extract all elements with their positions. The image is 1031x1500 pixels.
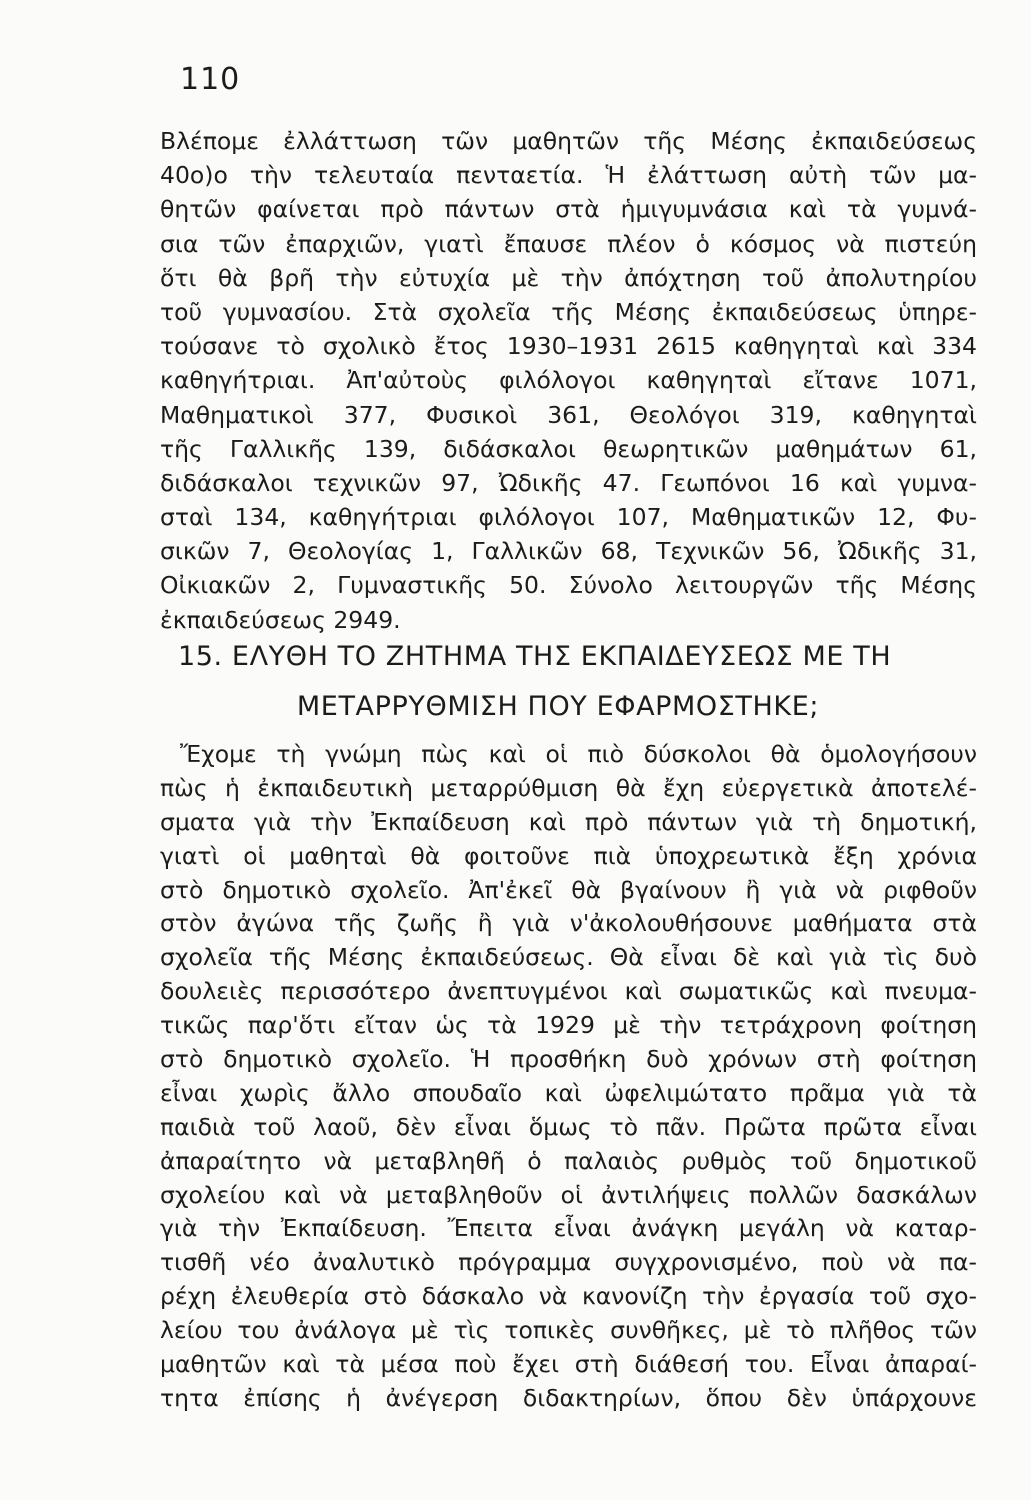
text-line: στὸν ἀγώνα τῆς ζωῆς ἢ γιὰ ν'ἀκολουθήσουνε μαθήματα στὰ (160, 909, 977, 938)
text-line: γιὰ τὴν Ἐκπαίδευση. Ἔπειτα εἶναι ἀνάγκη μεγάλη νὰ καταρ- (160, 1214, 977, 1243)
text-line: ὅτι θὰ βρῆ τὴν εὐτυχία μὲ τὴν ἀπόχτηση τοῦ ἀπολυτηρίου (160, 263, 977, 292)
text-line: τικῶς παρ'ὅτι εἴταν ὡς τὰ 1929 μὲ τὴν τετράχρονη φοίτηση (160, 1011, 977, 1040)
text-line: τισθῆ νέο ἀναλυτικὸ πρόγραμμα συγχρονισμένο, ποὺ νὰ πα- (160, 1248, 977, 1277)
text-line: σια τῶν ἐπαρχιῶν, γιατὶ ἔπαυσε πλέον ὁ κόσμος νὰ πιστεύη (160, 229, 977, 258)
text-line: Μαθηματικοὶ 377, Φυσικοὶ 361, Θεολόγοι 319, καθηγηταὶ (160, 400, 977, 429)
section-heading-line-1: 15. ΕΛΥΘΗ ΤΟ ΖΗΤΗΜΑ ΤΗΣ ΕΚΠΑΙΔΕΥΣΕΩΣ ΜΕ ΤΗ (178, 641, 892, 672)
text-line: σταὶ 134, καθηγήτριαι φιλόλογοι 107, Μαθηματικῶν 12, Φυ- (160, 503, 977, 532)
section-heading (178, 632, 978, 732)
text-line: στὸ δημοτικὸ σχολεῖο. Ἀπ'ἐκεῖ θὰ βγαίνουν ἢ γιὰ νὰ ριφθοῦν (160, 875, 977, 904)
text-line: ἀπαραίτητο νὰ μεταβληθῆ ὁ παλαιὸς ρυθμὸς τοῦ δημοτικοῦ (160, 1146, 977, 1175)
text-line: τητα ἐπίσης ἡ ἀνέγερση διδακτηρίων, ὅπου δὲν ὑπάρχουνε (160, 1383, 977, 1412)
text-line: παιδιὰ τοῦ λαοῦ, δὲν εἶναι ὅμως τὸ πᾶν. Πρῶτα πρῶτα εἶναι (160, 1112, 977, 1141)
page-number: 110 (180, 62, 241, 97)
text-line: εἶναι χωρὶς ἄλλο σπουδαῖο καὶ ὠφελιμώτατο πρᾶμα γιὰ τὰ (160, 1078, 977, 1107)
paragraph-teachers-statistics (160, 124, 977, 637)
text-line: ἐκπαιδεύσεως 2949. (160, 605, 401, 634)
text-line: Ἔχομε τὴ γνώμη πὼς καὶ οἱ πιὸ δύσκολοι θὰ ὁμολογήσουν (180, 740, 977, 768)
text-line: διδάσκαλοι τεχνικῶν 97, Ὠδικῆς 47. Γεωπόνοι 16 καὶ γυμνα- (160, 468, 977, 497)
text-line: λείου του ἀνάλογα μὲ τὶς τοπικὲς συνθῆκες, μὲ τὸ πλῆθος τῶν (160, 1316, 977, 1345)
text-line: μαθητῶν καὶ τὰ μέσα ποὺ ἔχει στὴ διάθεσή του. Εἶναι ἀπαραί- (160, 1350, 977, 1379)
text-line: σχολείου καὶ νὰ μεταβληθοῦν οἱ ἀντιλήψεις πολλῶν δασκάλων (160, 1180, 977, 1209)
text-line: σματα γιὰ τὴν Ἐκπαίδευση καὶ πρὸ πάντων γιὰ τὴ δημοτική, (160, 807, 977, 836)
text-line: τῆς Γαλλικῆς 139, διδάσκαλοι θεωρητικῶν μαθημάτων 61, (160, 434, 977, 463)
text-line: δουλειὲς περισσότερο ἀνεπτυγμένοι καὶ σωματικῶς καὶ πνευμα- (160, 977, 977, 1006)
text-line: θητῶν φαίνεται πρὸ πάντων στὰ ἡμιγυμνάσια καὶ τὰ γυμνά- (160, 195, 977, 224)
section-heading-line-2: ΜΕΤΑΡΡΥΘΜΙΣΗ ΠΟΥ ΕΦΑΡΜΟΣΤΗΚΕ; (296, 691, 820, 722)
text-line: σχολεῖα τῆς Μέσης ἐκπαιδεύσεως. Θὰ εἶναι δὲ καὶ γιὰ τὶς δυὸ (160, 943, 977, 972)
text-line: σικῶν 7, Θεολογίας 1, Γαλλικῶν 68, Τεχνικῶν 56, Ὠδικῆς 31, (160, 537, 977, 566)
paragraph-reform-opinion (160, 738, 977, 1416)
text-line: καθηγήτριαι. Ἀπ'αὐτοὺς φιλόλογοι καθηγηταὶ εἴτανε 1071, (160, 366, 977, 395)
text-line: στὸ δημοτικὸ σχολεῖο. Ἡ προσθήκη δυὸ χρόνων στὴ φοίτηση (160, 1045, 977, 1074)
text-line: 40ο)ο τὴν τελευταία πενταετία. Ἡ ἐλάττωση αὐτὴ τῶν μα- (160, 161, 977, 190)
text-line: ρέχη ἐλευθερία στὸ δάσκαλο νὰ κανονίζη τὴν ἐργασία τοῦ σχο- (160, 1282, 977, 1311)
text-line: τοῦ γυμνασίου. Στὰ σχολεῖα τῆς Μέσης ἐκπαιδεύσεως ὑπηρε- (160, 297, 977, 326)
text-line: γιατὶ οἱ μαθηταὶ θὰ φοιτοῦνε πιὰ ὑποχρεωτικὰ ἔξη χρόνια (160, 841, 977, 870)
text-line: πὼς ἡ ἐκπαιδευτικὴ μεταρρύθμιση θὰ ἔχη εὐεργετικὰ ἀποτελέ- (160, 773, 977, 802)
text-line: τούσανε τὸ σχολικὸ ἔτος 1930–1931 2615 καθηγηταὶ καὶ 334 (160, 332, 977, 361)
text-line: Βλέπομε ἐλλάττωση τῶν μαθητῶν τῆς Μέσης ἐκπαιδεύσεως (160, 127, 977, 155)
text-line: Οἰκιακῶν 2, Γυμναστικῆς 50. Σύνολο λειτουργῶν τῆς Μέσης (160, 571, 977, 600)
